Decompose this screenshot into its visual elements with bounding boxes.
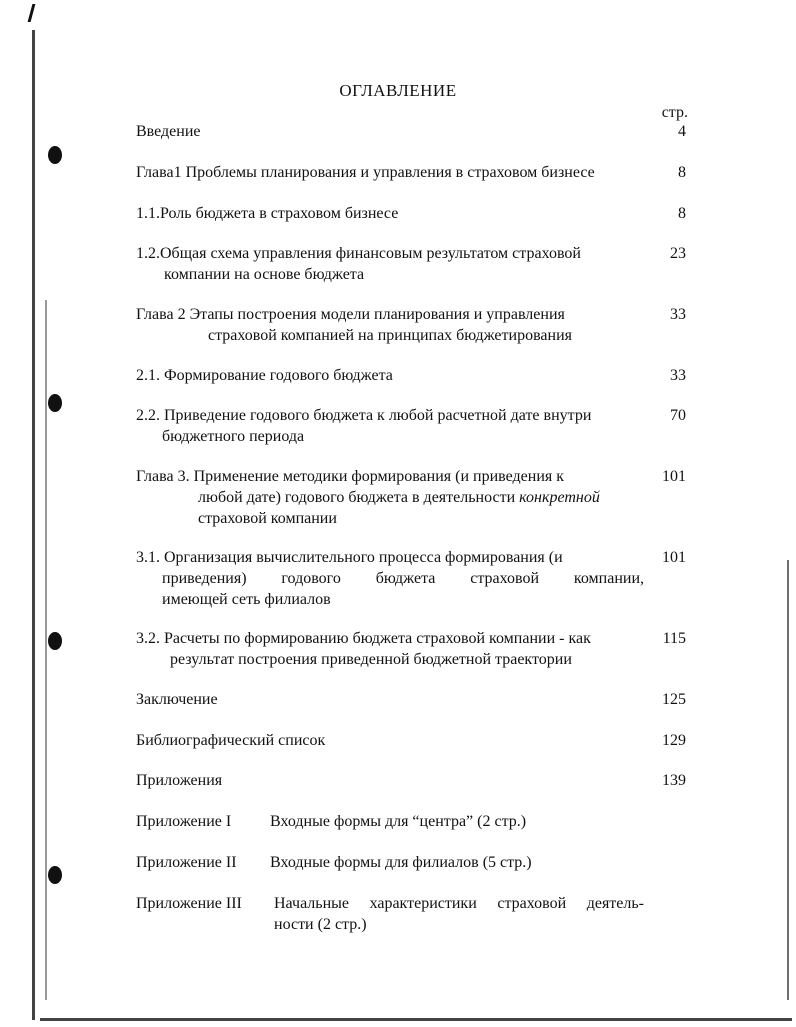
scan-edge-right (787, 560, 789, 1000)
toc-entry[interactable]: Глава1 Проблемы планирования и управления в страховом бизнесе (136, 164, 595, 181)
toc-entry[interactable]: Глава 2 Этапы построения модели планирования и управления страховой компанией на принципах бюджетирования (136, 306, 573, 344)
toc-page-number: 70 (670, 407, 686, 424)
toc-page-number: 129 (662, 732, 686, 749)
appendix-description: Входные формы для филиалов (5 стр.) (270, 854, 532, 871)
toc-entry[interactable]: Введение (136, 123, 201, 140)
toc-entry[interactable]: 2.2. Приведение годового бюджета к любой расчетной дате внутри бюджетного периода (136, 407, 592, 445)
toc-page-number: 33 (670, 306, 686, 323)
toc-page-number: 125 (662, 691, 686, 708)
toc-page-number: 101 (662, 468, 686, 485)
scan-edge-left (32, 30, 35, 1020)
toc-entry[interactable]: 3.2. Расчеты по формированию бюджета страховой компании - как результат построения приведенной бюджетной траектории (136, 630, 591, 668)
toc-page-number: 4 (678, 123, 686, 140)
toc-page-number: 23 (670, 245, 686, 262)
appendix-description: Входные формы для “центра” (2 стр.) (270, 813, 527, 830)
scan-edge-bottom (40, 1018, 792, 1021)
toc-page-number: 8 (678, 205, 686, 222)
scan-mark (28, 4, 45, 22)
toc-entry[interactable]: Заключение (136, 691, 218, 708)
punch-hole (48, 146, 62, 164)
toc-page-number: 33 (670, 367, 686, 384)
toc-entry[interactable]: 3.1. Организация вычислительного процесса формирования (и приведения) годового бюджета страховой компании, имеющей сеть филиалов (136, 549, 644, 608)
toc-entry[interactable]: 1.1.Роль бюджета в страховом бизнесе (136, 205, 399, 222)
punch-hole (48, 394, 62, 412)
toc-entry[interactable]: 2.1. Формирование годового бюджета (136, 367, 393, 384)
appendix-label[interactable]: Приложение II (136, 854, 237, 871)
page-title: ОГЛАВЛЕНИЕ (339, 81, 457, 100)
toc-page-number: 101 (662, 549, 686, 566)
punch-hole (48, 866, 62, 884)
toc-page-number: 8 (678, 164, 686, 181)
page-column-header: стр. (661, 104, 688, 121)
appendix-label[interactable]: Приложение I (136, 813, 232, 830)
toc-entry[interactable]: Приложения (136, 772, 223, 789)
toc-page-number: 115 (662, 630, 686, 647)
toc-entry[interactable]: Библиографический список (136, 732, 326, 749)
punch-hole (48, 632, 62, 650)
appendix-label[interactable]: Приложение III (136, 895, 242, 912)
toc-entry[interactable]: Глава 3. Применение методики формирования (и приведения к любой дате) годового бюджета в деятельности конкретной страховой компании (136, 468, 600, 527)
appendix-description: Начальные характеристики страховой деятель- ности (2 стр.) (274, 895, 644, 933)
scan-edge-left-inner (45, 300, 47, 1000)
toc-entry[interactable]: 1.2.Общая схема управления финансовым результатом страховой компании на основе бюджета (136, 245, 581, 283)
toc-page-number: 139 (662, 772, 686, 789)
